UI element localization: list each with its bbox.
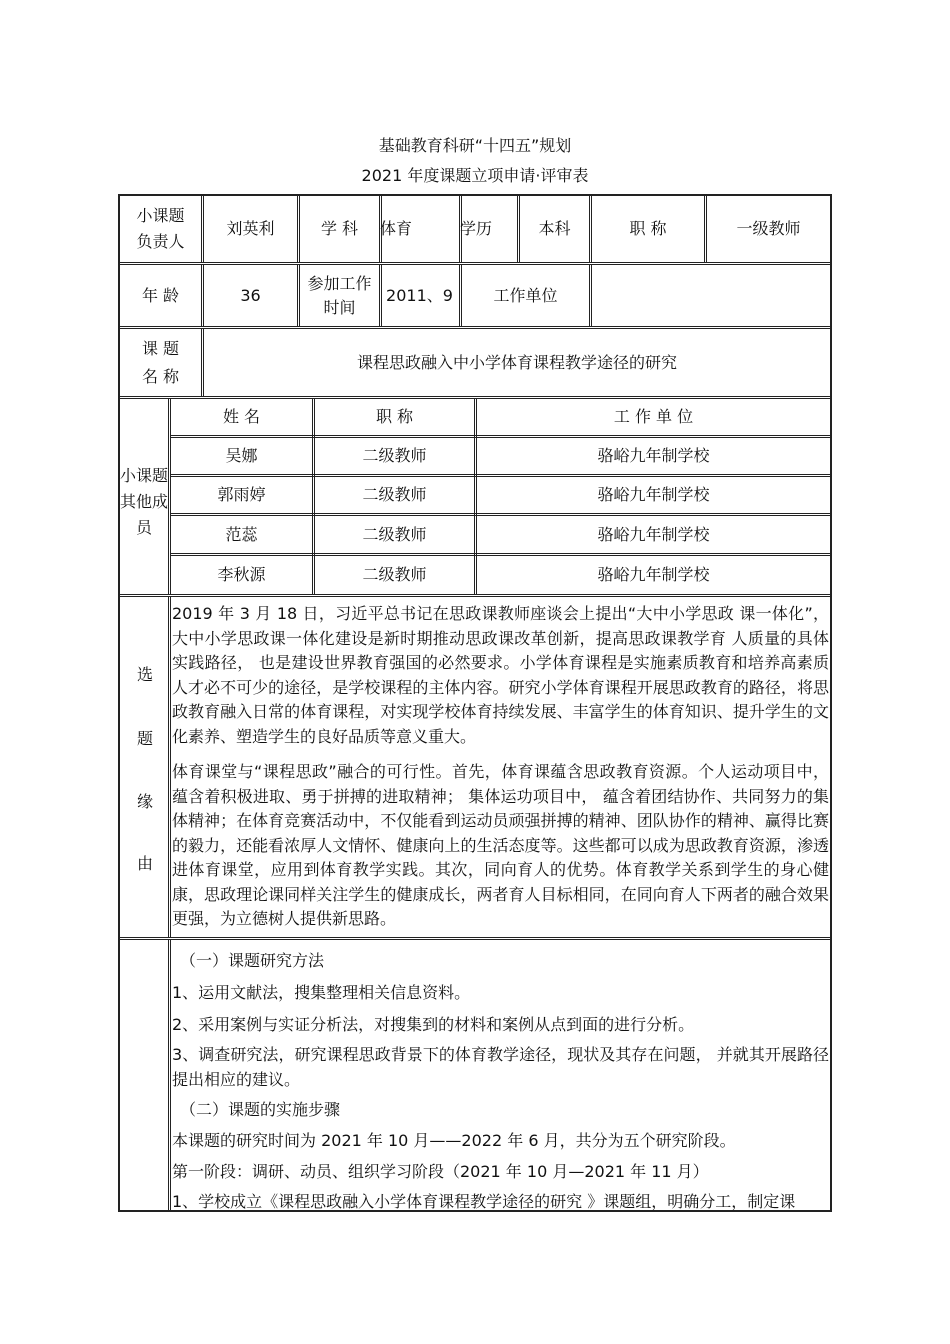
members-header-title: 职 称 [375, 407, 414, 426]
topic-label [120, 329, 201, 396]
reason-label-char: 题 [136, 729, 153, 748]
topic-value: 课程思政融入中小学体育课程教学途径的研究 [356, 352, 677, 372]
work-unit-label: 工作单位 [493, 285, 558, 305]
method-item: 3、调查研究法，研究课程思政背景下的体育教学途径，现状及其存在问题， 并就其开展路径提出相应的建议。 [172, 1045, 829, 1089]
member-title: 二级教师 [362, 485, 427, 504]
document-subtitle: 2021 年度课题立项申请·评审表 [361, 166, 589, 185]
member-name: 郭雨婷 [217, 485, 266, 504]
member-title: 二级教师 [362, 565, 427, 584]
member-unit: 骆峪九年制学校 [597, 565, 710, 584]
reason-label-char: 选 [136, 665, 153, 684]
member-unit: 骆峪九年制学校 [597, 524, 710, 544]
subject-label: 学 科 [320, 219, 359, 238]
work-start-label: 参加工作 时间 [307, 273, 372, 317]
member-name: 吴娜 [225, 446, 258, 465]
methods-heading: （一）课题研究方法 [180, 951, 325, 970]
education-value: 本科 [538, 219, 571, 238]
member-name: 范蕊 [225, 524, 258, 544]
age-label: 年 龄 [141, 285, 180, 305]
reason-paragraph-2: 体育课堂与“课程思政”融合的可行性。首先，体育课蕴含思政教育资源。个人运动项目中， 蕴含着积极进取、勇于拼搏的进取精神； 集体运功项目中， 蕴含着团结协作、共同努力的集体精神；在体育竞赛活动中，不仅能看到运动员顽强拼搏的精神、团队协作的精神、赢得比赛的毅力，还能看浓厚人文情怀、健康向上的生活态度等。这些都可以成为思政教育资源，渗透进体育课堂，应用到体育教学实践。其次，同向育人的优势。体育教学关系到学生的身心健康，思政理论课同样关注学生的健康成长，两者育人目标相同，在同向育人下两者的融合效果更强，为立德树人提供新思路。 [172, 762, 829, 928]
timeline-text: 本课题的研究时间为 2021 年 10 月——2022 年 6 月，共分为五个研究阶段。 [172, 1131, 736, 1150]
stage-item: 1、学校成立《课程思政融入小学体育课程教学途径的研究 》课题组，明确分工，制定课 [172, 1192, 796, 1211]
work-start-value: 2011、9 [386, 285, 453, 305]
leader-label: 小课题 负责人 [136, 206, 185, 251]
leader-name: 刘英利 [226, 219, 275, 238]
education-label: 学历 [460, 219, 493, 238]
steps-heading: （二）课题的实施步骤 [180, 1100, 341, 1119]
member-unit: 骆峪九年制学校 [597, 485, 710, 504]
method-item: 1、运用文献法，搜集整理相关信息资料。 [172, 983, 471, 1002]
document-title: 基础教育科研“十四五”规划 [378, 136, 572, 155]
members-header-name: 姓 名 [222, 407, 261, 426]
stage-heading: 第一阶段：调研、动员、组织学习阶段（2021 年 10 月—2021 年 11 月） [172, 1162, 709, 1181]
topic-label-line1: 课 题 [141, 338, 180, 358]
topic-label-line2: 名 称 [141, 366, 180, 386]
reason-label-char: 缘 [136, 792, 153, 811]
member-title: 二级教师 [362, 524, 427, 544]
member-title: 二级教师 [362, 446, 427, 465]
title-value: 一级教师 [736, 219, 801, 238]
reason-paragraph-1: 2019 年 3 月 18 日，习近平总书记在思政课教师座谈会上提出“大中小学思政 课一体化”， 大中小学思政课一体化建设是新时期推动思政课改革创新，提高思政课教学育 人质量的具体实践路径， 也是建设世界教育强国的必然要求。小学体育课程是实施素质教育和培养高素质人才必不可少的途径，是学校课程的主体内容。研究小学体育课程开展思政教育的路径，将思政教育融入日常的体育课程，对实现学校体育持续发展、丰富学生的体育知识、提升学生的文化素养、塑造学生的良好品质等意义重大。 [172, 604, 829, 746]
method-item: 2、采用案例与实证分析法，对搜集到的材料和案例从点到面的进行分析。 [172, 1015, 695, 1034]
title-label: 职 称 [629, 219, 667, 238]
subject-value: 体育 [380, 219, 413, 238]
members-header-unit: 工 作 单 位 [613, 407, 694, 426]
member-unit: 骆峪九年制学校 [597, 446, 710, 465]
age-value: 36 [240, 285, 261, 305]
reason-label-char: 由 [136, 854, 153, 873]
work-unit-value [592, 265, 830, 326]
member-name: 李秋源 [217, 565, 266, 584]
members-label: 小课题 其他成 员 [120, 465, 169, 537]
